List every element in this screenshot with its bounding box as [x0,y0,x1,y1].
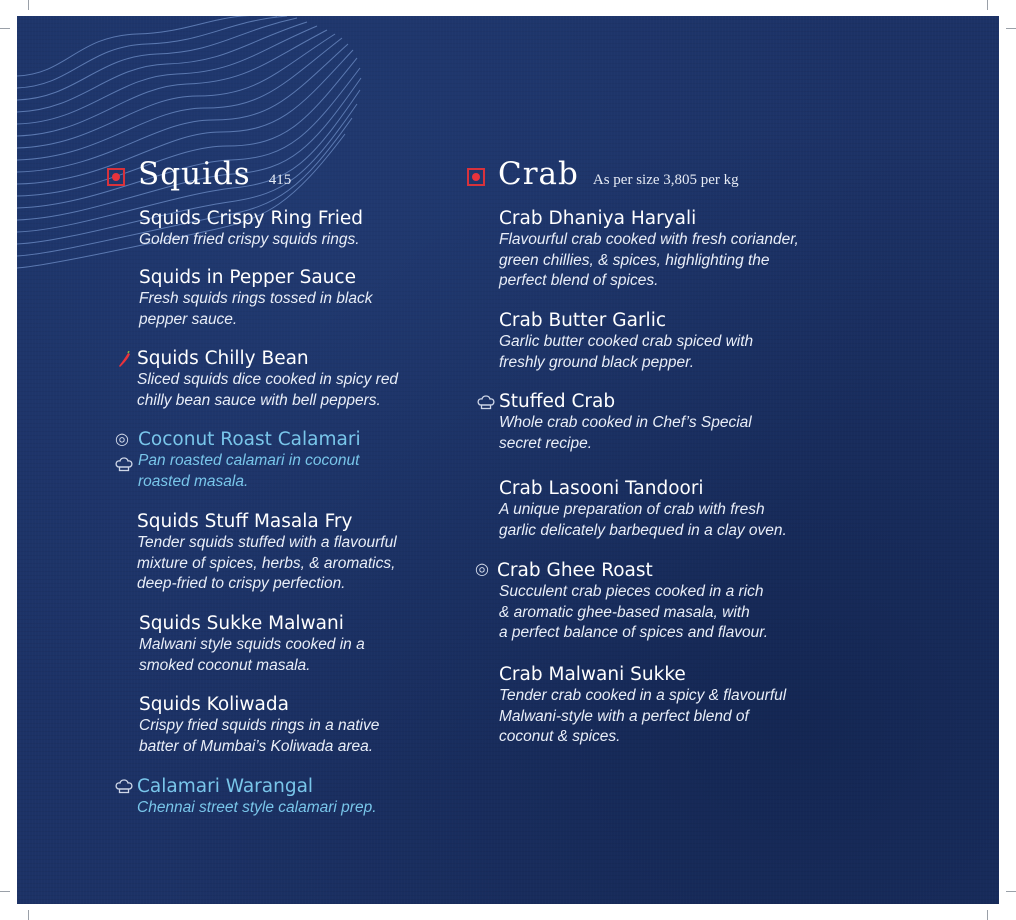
item-description: coconut & spices. [499,728,621,745]
item-description: Malwani style squids cooked in a [139,636,365,653]
item-name: Crab Lasooni Tandoori [499,478,704,499]
item-name: Squids Koliwada [139,694,289,715]
item-description: Fresh squids rings tossed in black [139,290,373,307]
chef-hat-icon [115,779,133,794]
item-description: garlic delicately barbequed in a clay oven. [499,521,787,539]
item-name: Coconut Roast Calamari [138,429,361,450]
item-description: Chennai street style calamari prep. [137,799,377,816]
signature-icon: ◎ [475,561,489,578]
item-description: mixture of spices, herbs, & aromatics, [137,554,396,572]
crop-mark [987,910,988,920]
item-name: Crab Dhaniya Haryali [499,208,697,229]
item-description: Tender crab cooked in a spicy & flavourful [499,687,787,704]
menu-page [17,16,999,904]
item-description: Crispy fried squids rings in a native [139,717,380,734]
menu-item-highlighted [138,429,361,492]
item-name: Squids Crispy Ring Fried [139,208,363,229]
menu-item [499,310,753,373]
item-description: Garlic butter cooked crab spiced with [499,333,754,350]
item-description: Pan roasted calamari in coconut [138,452,360,469]
crop-mark [1006,891,1016,892]
menu-item [139,613,365,676]
item-name: Calamari Warangal [137,776,314,797]
item-name: Crab Butter Garlic [499,310,667,331]
menu-item [499,478,787,541]
crop-mark [987,0,988,10]
item-description: chilly bean sauce with bell peppers. [137,391,381,409]
item-description: Golden fried crispy squids rings. [139,231,360,248]
veg-mark-icon [467,168,485,186]
section-price: As per size 3,805 per kg [592,172,739,188]
item-description: Malwani-style with a perfect blend of [499,707,749,725]
menu-item [499,391,752,454]
chili-icon [117,351,131,367]
menu-item [139,208,363,251]
item-description: perfect blend of spices. [499,272,659,289]
crop-mark [28,0,29,10]
item-description: a perfect balance of spices and flavour. [499,624,769,641]
item-description: pepper sauce. [139,310,238,328]
menu-item [137,348,398,411]
menu-item [497,560,768,644]
chef-hat-icon [115,457,133,472]
item-description: Whole crab cooked in Chef’s Special [499,414,752,431]
section-header-crab [498,156,739,192]
item-name: Stuffed Crab [499,391,616,412]
item-description: freshly ground black pepper. [499,353,695,371]
menu-item [499,208,799,292]
item-description: A unique preparation of crab with fresh [499,501,765,518]
chef-hat-icon [477,395,495,410]
signature-icon: ◎ [115,431,129,448]
item-name: Squids Chilly Bean [137,348,309,369]
veg-mark-icon [107,168,125,186]
section-title: Crab [498,156,579,192]
item-name: Squids Sukke Malwani [139,613,344,634]
item-name: Crab Malwani Sukke [499,664,686,685]
menu-item [139,267,372,330]
section-header-squids [138,156,291,192]
item-description: Tender squids stuffed with a flavourful [137,534,397,551]
menu-item [139,694,379,757]
item-description: roasted masala. [138,472,249,490]
crop-mark [0,891,10,892]
item-name: Squids Stuff Masala Fry [137,511,353,532]
crop-mark [1006,28,1016,29]
menu-item [137,511,397,595]
item-description: & aromatic ghee-based masala, with [499,603,750,621]
item-name: Squids in Pepper Sauce [139,267,356,288]
crop-mark [28,910,29,920]
item-description: deep-fried to crispy perfection. [137,575,346,592]
section-title: Squids [138,156,251,192]
item-name: Crab Ghee Roast [497,560,653,581]
item-description: green chillies, & spices, highlighting the [499,251,770,269]
item-description: Succulent crab pieces cooked in a rich [499,583,764,600]
crop-mark [0,28,10,29]
item-description: smoked coconut masala. [139,656,311,674]
item-description: secret recipe. [499,434,593,452]
item-description: Sliced squids dice cooked in spicy red [137,371,399,388]
item-description: batter of Mumbai’s Koliwada area. [139,737,374,755]
menu-item [499,664,786,748]
menu-item-highlighted [137,776,377,819]
section-price: 415 [268,172,292,188]
item-description: Flavourful crab cooked with fresh coriander, [499,231,799,248]
